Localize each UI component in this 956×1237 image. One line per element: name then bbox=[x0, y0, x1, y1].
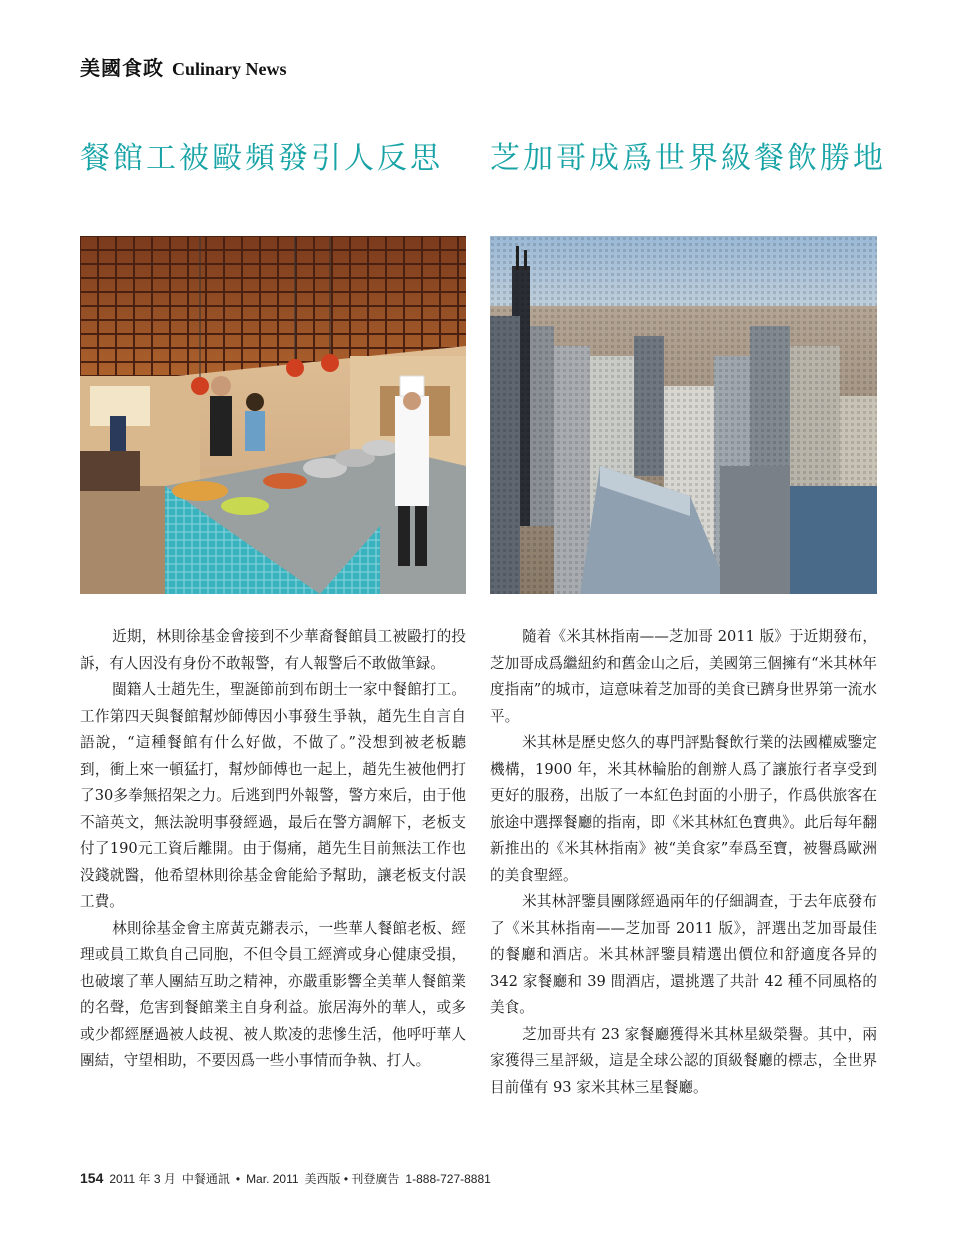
issue-en: Mar. 2011 bbox=[246, 1172, 299, 1186]
right-article-body bbox=[490, 624, 877, 1101]
right-paragraph-2: 米其林是歷史悠久的專門評點餐飲行業的法國權威鑒定機構，1900 年，米其林輪胎的創辦人爲了讓旅行者享受到更好的服務，出版了一本紅色封面的小册子，作爲供旅客在旅途中選擇餐廳的指南，即《米其林紅色寶典》。此后每年翻新推出的《米其林指南》被“美食家”奉爲至寶，被譽爲歐洲的美食聖經。 bbox=[490, 734, 877, 884]
section-header bbox=[80, 52, 287, 81]
section-title-zh: 美國食政 bbox=[80, 56, 164, 80]
left-paragraph-1: 近期，林則徐基金會接到不少華裔餐館員工被毆打的投訴，有人因没有身份不敢報警，有人報警后不敢做筆録。 bbox=[80, 628, 466, 672]
left-article-headline: 餐館工被毆頻發引人反思 bbox=[80, 141, 443, 176]
bullet-separator: • bbox=[235, 1172, 241, 1186]
publication-name: 中餐通訊 bbox=[181, 1172, 230, 1186]
right-paragraph-4: 芝加哥共有 23 家餐廳獲得米其林星級榮譽。其中，兩家獲得三星評級，這是全球公認的頂級餐廳的標志，全世界目前僅有 93 家米其林三星餐廳。 bbox=[490, 1025, 877, 1096]
right-article-headline: 芝加哥成爲世界級餐飲勝地 bbox=[490, 141, 886, 176]
page-footer bbox=[80, 1170, 491, 1187]
left-article-body bbox=[80, 624, 466, 1075]
right-paragraph-3: 米其林評鑒員團隊經過兩年的仔細調查，于去年底發布了《米其林指南——芝加哥 2011 版》，評選出芝加哥最佳的餐廳和酒店。米其林評鑒員精選出價位和舒適度各异的 342 家餐廳和 39 間酒店，還挑選了共計 42 種不同風格的美食。 bbox=[490, 893, 877, 1016]
edition-label: 美西版 • 刊登廣告 bbox=[304, 1172, 400, 1186]
section-title-en: Culinary News bbox=[172, 59, 287, 79]
page-number: 154 bbox=[80, 1170, 104, 1186]
restaurant-buffet-photo bbox=[80, 236, 466, 594]
left-paragraph-2: 閩籍人士趙先生，聖誕節前到布朗士一家中餐館打工。工作第四天與餐館幫炒師傅因小事發生爭執，趙先生自言自語說，“這種餐館有什么好做，不做了。”没想到被老板聽到，衝上來一頓猛打，幫炒師傅也一起上，趙先生被他們打了30多拳無招架之力。后逃到門外報警，警方來后，由于他不諳英文，無法說明事發經過，最后在警方調解下，老板支付了190元工資后離開。由于傷痛，趙先生目前無法工作也没錢就醫，他希望林則徐基金會能給予幫助，讓老板支付誤工費。 bbox=[80, 681, 466, 910]
left-paragraph-3: 林則徐基金會主席黃克鏘表示，一些華人餐館老板、經理或員工欺負自己同胞，不但令員工經濟或身心健康受損，也破壞了華人團結互助之精神，亦嚴重影響全美華人餐館業的名聲，危害到餐館業主自身利益。旅居海外的華人，或多或少都經歷過被人歧視、被人欺凌的悲慘生活，他呼吁華人團結，守望相助，不要因爲一些小事情而争執、打人。 bbox=[80, 919, 466, 1069]
chicago-skyline-photo bbox=[490, 236, 877, 594]
ad-phone: 1-888-727-8881 bbox=[405, 1172, 491, 1186]
right-paragraph-1: 隨着《米其林指南——芝加哥 2011 版》于近期發布，芝加哥成爲繼紐約和舊金山之后，美國第三個擁有“米其林年度指南”的城市，這意味着芝加哥的美食已躋身世界第一流水平。 bbox=[490, 628, 877, 725]
issue-date: 2011 年 3 月 bbox=[109, 1172, 176, 1186]
